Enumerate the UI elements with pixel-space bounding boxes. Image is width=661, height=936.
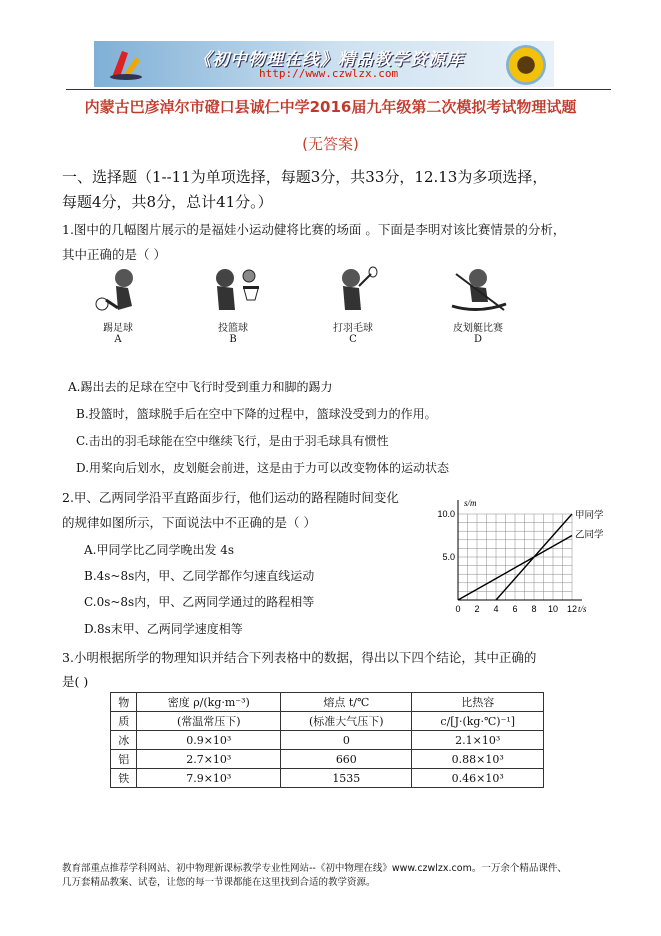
properties-table <box>110 692 544 788</box>
table-cell: 2.7×10³ <box>137 750 281 769</box>
table-row <box>111 750 544 769</box>
q3-stem-line1: 3.小明根据所学的物理知识并结合下列表格中的数据，得出以下四个结论，其中正确的 <box>62 650 537 665</box>
figure-a-caption: 踢足球 <box>103 323 133 334</box>
q2-stem-line2: 的规律如图所示，下面说法中不正确的是（ ） <box>62 515 316 530</box>
figure-b-caption: 投篮球 <box>218 323 248 334</box>
figure-d-letter: D <box>473 334 483 345</box>
section-heading-line2: 每题4分，共8分，总计41分。） <box>62 193 273 211</box>
basketball-player-icon <box>203 266 263 316</box>
table-header-row <box>111 712 544 731</box>
table-header-row <box>111 693 544 712</box>
footer-line1: 教育部重点推荐学科网站、初中物理新课标教学专业性网站--《初中物理在线》www.czwlzx.com。一万余个精品课件、 <box>62 863 567 874</box>
q1-figure-strip <box>68 266 538 346</box>
y-tick-label: 5.0 <box>442 552 455 562</box>
figure-c <box>298 266 408 346</box>
table-header-cell: 质 <box>111 712 137 731</box>
table-cell: 1535 <box>281 769 412 788</box>
q1-stem-line2: 其中正确的是（ ） <box>62 247 166 262</box>
figure-b-letter: B <box>229 334 237 345</box>
header-rule <box>66 89 611 90</box>
q3-stem-line2: 是( ) <box>62 674 89 689</box>
table-header-cell: 比热容 <box>412 693 544 712</box>
x-tick-label: 8 <box>531 604 537 613</box>
table-header-cell: (标准大气压下) <box>281 712 412 731</box>
document-subtitle: (无答案) <box>302 135 359 153</box>
q2-option-c: C.0s~8s内，甲、乙两同学通过的路程相等 <box>84 595 315 609</box>
banner-title: 《初中物理在线》精品教学资源库 <box>194 50 464 70</box>
q2-option-a: A.甲同学比乙同学晚出发 4s <box>84 543 235 557</box>
badminton-player-icon <box>323 266 383 316</box>
figure-d <box>418 266 538 346</box>
table-cell: 铁 <box>111 769 137 788</box>
q1-option-b: B.投篮时，篮球脱手后在空中下降的过程中，篮球没受到力的作用。 <box>76 407 437 421</box>
table-header-cell: (常温常压下) <box>137 712 281 731</box>
q2-option-b: B.4s~8s内，甲、乙同学都作匀速直线运动 <box>84 569 315 583</box>
q1-option-a: A.踢出去的足球在空中飞行时受到重力和脚的踢力 <box>68 380 333 394</box>
kayak-player-icon <box>448 266 508 316</box>
series-label: 乙同学 <box>575 529 604 541</box>
table-cell: 660 <box>281 750 412 769</box>
banner <box>94 41 554 87</box>
y-axis-label: s/m <box>464 498 477 508</box>
q2-option-d: D.8s末甲、乙两同学速度相等 <box>84 622 243 636</box>
table-cell: 0.9×10³ <box>137 731 281 750</box>
footer-line2: 几万套精品教案、试卷，让您的每一节课都能在这里找到合适的教学资源。 <box>62 877 376 888</box>
table-header-cell: 物 <box>111 693 137 712</box>
figure-b <box>178 266 288 346</box>
table-header-cell: 熔点 t/℃ <box>281 693 412 712</box>
x-tick-label: 12 <box>566 604 578 613</box>
banner-url[interactable]: http://www.czwlzx.com <box>259 67 399 80</box>
figure-c-letter: C <box>349 334 357 345</box>
section-heading-line1: 一、选择题（1--11为单项选择，每题3分，共33分，12.13为多项选择， <box>62 168 548 186</box>
table-cell: 铝 <box>111 750 137 769</box>
table-cell: 0 <box>281 731 412 750</box>
q1-option-d: D.用桨向后划水，皮划艇会前进，这是由于力可以改变物体的运动状态 <box>76 461 450 475</box>
table-cell: 0.88×10³ <box>412 750 544 769</box>
table-cell: 7.9×10³ <box>137 769 281 788</box>
figure-d-caption: 皮划艇比赛 <box>453 323 503 334</box>
table-row <box>111 769 544 788</box>
x-tick-label: 0 <box>455 604 461 613</box>
x-tick-label: 4 <box>493 604 499 613</box>
x-tick-label: 2 <box>474 604 480 613</box>
table-header-cell: 密度 ρ/(kg·m⁻³) <box>137 693 281 712</box>
x-tick-label: 6 <box>512 604 518 613</box>
q2-stem-line1: 2.甲、乙两同学沿平直路面步行，他们运动的路程随时间变化 <box>62 490 399 505</box>
table-row <box>111 731 544 750</box>
site-logo-icon <box>108 47 144 81</box>
x-tick-label: 10 <box>547 604 559 613</box>
page-footer <box>62 862 602 890</box>
soccer-player-icon <box>88 266 148 316</box>
table-cell: 0.46×10³ <box>412 769 544 788</box>
table-header-cell: c/[J·(kg·℃)⁻¹] <box>412 712 544 731</box>
series-label: 甲同学 <box>575 510 604 521</box>
x-axis-label: t/s <box>578 604 587 613</box>
table-cell: 冰 <box>111 731 137 750</box>
table-cell: 2.1×10³ <box>412 731 544 750</box>
y-tick-label: 10.0 <box>437 509 455 519</box>
figure-c-caption: 打羽毛球 <box>333 323 373 334</box>
document-title: 内蒙古巴彦淖尔市磴口县诚仁中学2016届九年级第二次模拟考试物理试题 <box>84 98 577 116</box>
sunflower-icon <box>506 45 546 85</box>
distance-time-chart <box>430 478 610 613</box>
q1-stem-line1: 1.图中的几幅图片展示的是福娃小运动健将比赛的场面 。下面是李明对该比赛情景的分析， <box>62 222 566 237</box>
figure-a <box>68 266 168 346</box>
q1-option-c: C.击出的羽毛球能在空中继续飞行，是由于羽毛球具有惯性 <box>76 434 389 448</box>
figure-a-letter: A <box>114 334 122 345</box>
